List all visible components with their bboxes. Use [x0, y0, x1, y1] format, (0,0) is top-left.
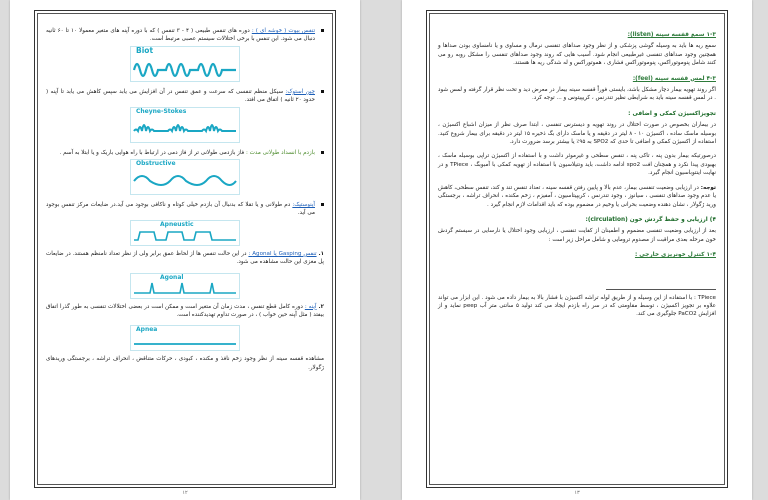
oxygen-text-1: در بیماران بخصوص در صورت اختلال در روند تهویه و دیسترس تنفسی ، ابتدا صرف نظر از میزان اشباع اکسیژن ، بوسیله ماسک ساده ، اکسیژن ۱۰ - ۸ لیتر در دقیقه و یا ماسک دارای بگ ذخیره ۱۵ لیتر در دقیقه برای بیمار شروع کنید. استفاده از اکسیژن کمکی و اضافی تا حدی که SPO2 به ۹۵٪ یا بیشتر برسد ضرورت دارد.	[438, 122, 717, 146]
right-page	[402, 0, 752, 500]
agonal-number: ۱.	[318, 250, 324, 257]
apneustic-term: آپنوستیک:	[292, 202, 315, 209]
attention-paragraph	[438, 184, 716, 209]
biot-label: Biot	[136, 45, 154, 55]
agonal-wave-icon	[130, 273, 240, 299]
apneustic-bullet	[46, 201, 324, 218]
apneustic-label: Apneustic	[160, 220, 194, 228]
cheyne-stokes-wave-figure	[130, 107, 240, 145]
obstructive-label: Obstructive	[136, 160, 176, 168]
page-border	[426, 10, 728, 488]
apnea-number: ۲.	[318, 303, 324, 310]
agonal-text: در این حالت تنفس ها از لحاظ عمق برابر ولی از نظر تعداد نامنظم هستند. در ضایعات پل مغزی این حالت مشاهده می شود.	[46, 250, 324, 266]
apnea-term: آپنه :	[304, 303, 317, 310]
agonal-term: تنفس Gasping یا Agonal :	[248, 250, 317, 257]
apneustic-text: دم طولانی و یا تقلا که بدنبال آن بازدم خیلی کوتاه و ناکافی بوجود می آید.در ضایعات مرکز تنفس بوجود می آید.	[46, 202, 315, 217]
circulation-text: بعد از ارزیابی وضعیت تنفسی مضموم و اطمینان از کفایت تنفسی ، ارزیابی وجود اختلال یا نارسایی در سیستم گردش خون مرحله بعدی مراقبت از مصدوم ترومایی و شامل مراحل زیر است :	[438, 228, 716, 243]
obstructive-bullet	[46, 149, 324, 157]
cheyne-text: سیکل منظم تنفسی که سرعت و عمق تنفس در آن افزایش می یابد سپس کاهش می یابد تا آپنه ( حدود ۲۰ ثانیه ) اتفاق می افتد.	[46, 88, 315, 104]
left-page-number: ۱۲	[182, 490, 188, 496]
agonal-label: Agonal	[160, 273, 184, 281]
bullet-icon	[321, 151, 324, 154]
oxygen-text-2: درصورتیکه بیمار بدون پنه ، تاکی پنه ، تنفس سطحی و غیرموثر داشت و با استفاده از اکسیژن تراپی بوسیله ماسک ، بهبودی پیدا نکرد و همچنان افت spo2 ادامه داشت، باید ونتیلاسیون با استفاده از تهویه کمکی با آمبوبگ ، TPiece و در نهایت اینتوباسیون انجام گیرد.	[438, 153, 716, 177]
biot-text: دوره های تنفس طبیعی ( ۴ - ۳ تنفس ) که با دوره آپنه های متغیر معمولا ۱۰ تا ۶۰ ثانیه دنبال می شود. این تنفس با برخی اختلالات سیستم عصبی مرتبط است.	[46, 28, 315, 43]
biot-term: تنفس بیوت ( خوشه ای ) :	[251, 28, 316, 34]
left-page	[10, 0, 360, 500]
apneustic-wave-figure	[130, 220, 240, 246]
chest-observation-text: مشاهده قفسه سینه از نظر وجود زخم نافذ و مکنده ، کبودی ، حرکات متناقض ، انحراف تراشه ، برجستگی وریدهای ژگولار.	[46, 356, 324, 371]
cheyne-stokes-bullet	[46, 88, 324, 105]
bullet-icon	[321, 29, 324, 32]
feel-heading: ۴-۳ لمس قفسه سینه (feel):	[632, 75, 716, 82]
obstructive-term: بازدم با انسداد طولانی مدت :	[246, 149, 315, 156]
listen-heading: ۱-۳ سمع قفسه سینه (listen):	[627, 32, 716, 38]
bleeding-heading: ۱-۴ کنترل خونریزی خارجی :	[634, 252, 716, 259]
agonal-wave-figure	[130, 273, 240, 299]
bullet-icon	[321, 90, 324, 93]
right-page-number: ۱۳	[574, 490, 580, 496]
oxygen-heading: تجویزاکسیژن کمکی و اضافی :	[628, 110, 716, 117]
biot-bullet	[46, 27, 324, 44]
right-page-content	[438, 24, 716, 470]
page-border	[34, 10, 336, 488]
apnea-text: دوره کامل قطع تنفس ، مدت زمان آن متغیر است و ممکن است در بعضی اختلالات تنفسی به طور گذرا اتفاق بیفتد ( مثل آپنه حین خواب ) ، در صورت تداوم تهدیدکننده است.	[46, 303, 324, 319]
feel-text: اگر روند تهویه بیمار دچار مشکل باشد، بایستی فوراً قفسه سینه بیمار در معرض دید و تحت نظر قرار گرفته و لمس شود . در لمس قفسه سینه باید به شرایطی نظیر تندرنس ، کریپیتوس و ... توجه کرد.	[438, 87, 716, 102]
obstructive-wave-figure	[130, 159, 240, 197]
footnote-text: TPiece : با استفاده از این وسیله و از طریق لوله تراشه اکسیژن با فشار بالا به بیمار داده می شود . این ابزار می تواند علاوه بر تجویز اکسیژن ، توسط مقاومتی که در سر راه بازدم ایجاد می کند تولید ۵ سانتی متر آب peep نماید و از افزایش PaCO2 جلوگیری می کند.	[438, 294, 716, 318]
cheyne-stokes-label: Cheyne-Stokes	[136, 107, 187, 115]
apnea-label: Apnea	[136, 326, 158, 334]
biot-wave-figure	[130, 46, 240, 84]
obstructive-text: فاز بازدمی طولانی تر از فاز دمی در ارتباط با راه هوایی باریک و یا ابتلا به آسم .	[59, 149, 245, 156]
attention-label: توجه:	[700, 184, 717, 191]
left-page-content	[46, 24, 324, 470]
listen-text: سمع ریه ها باید به وسیله گوشی پزشکی و از نظر وجود صداهای تنفسی نرمال و مساوی و یا نامساوی بودن صداها و همچنین وجود صداهای تنفسی غیرطبیعی انجام شود. آسیب هایی که روند وجود صداهای تنفسی را مشکل روبه رو می کنند شامل پنوموتوراکس، پنوموتوراکس فشاری ، هموتوراکس و له شدگی ریه ها هستند.	[438, 43, 716, 67]
attention-text: در ارزیابی وضعیت تنفسی بیمار، عدم بالا و پایین رفتن قفسه سینه ، تعداد تنفس تند و کند، تنفس سطحی، کاهش یا عدم وجود صداهای تنفسی ، سیانوز ، وجود تندرنس ، کریپیتاسیون ، آمفیزم ، زخم مکنده ، انحراف تراشه ، برجستگی ورید ژگولار ، نشان دهنده وضعیت بحرانی یا وخیم در مضموم بوده که باید اقدامات لازم انجام گیرد .	[438, 184, 716, 208]
apnea-wave-figure	[130, 325, 240, 351]
agonal-item	[46, 250, 324, 267]
footnote-separator	[606, 289, 716, 290]
circulation-heading: ۴) ارزیابی و حفظ گردش خون (circulation):	[585, 216, 716, 223]
apnea-item	[46, 303, 324, 320]
cheyne-term: چین استوک:	[285, 88, 315, 95]
bullet-icon	[321, 203, 324, 206]
